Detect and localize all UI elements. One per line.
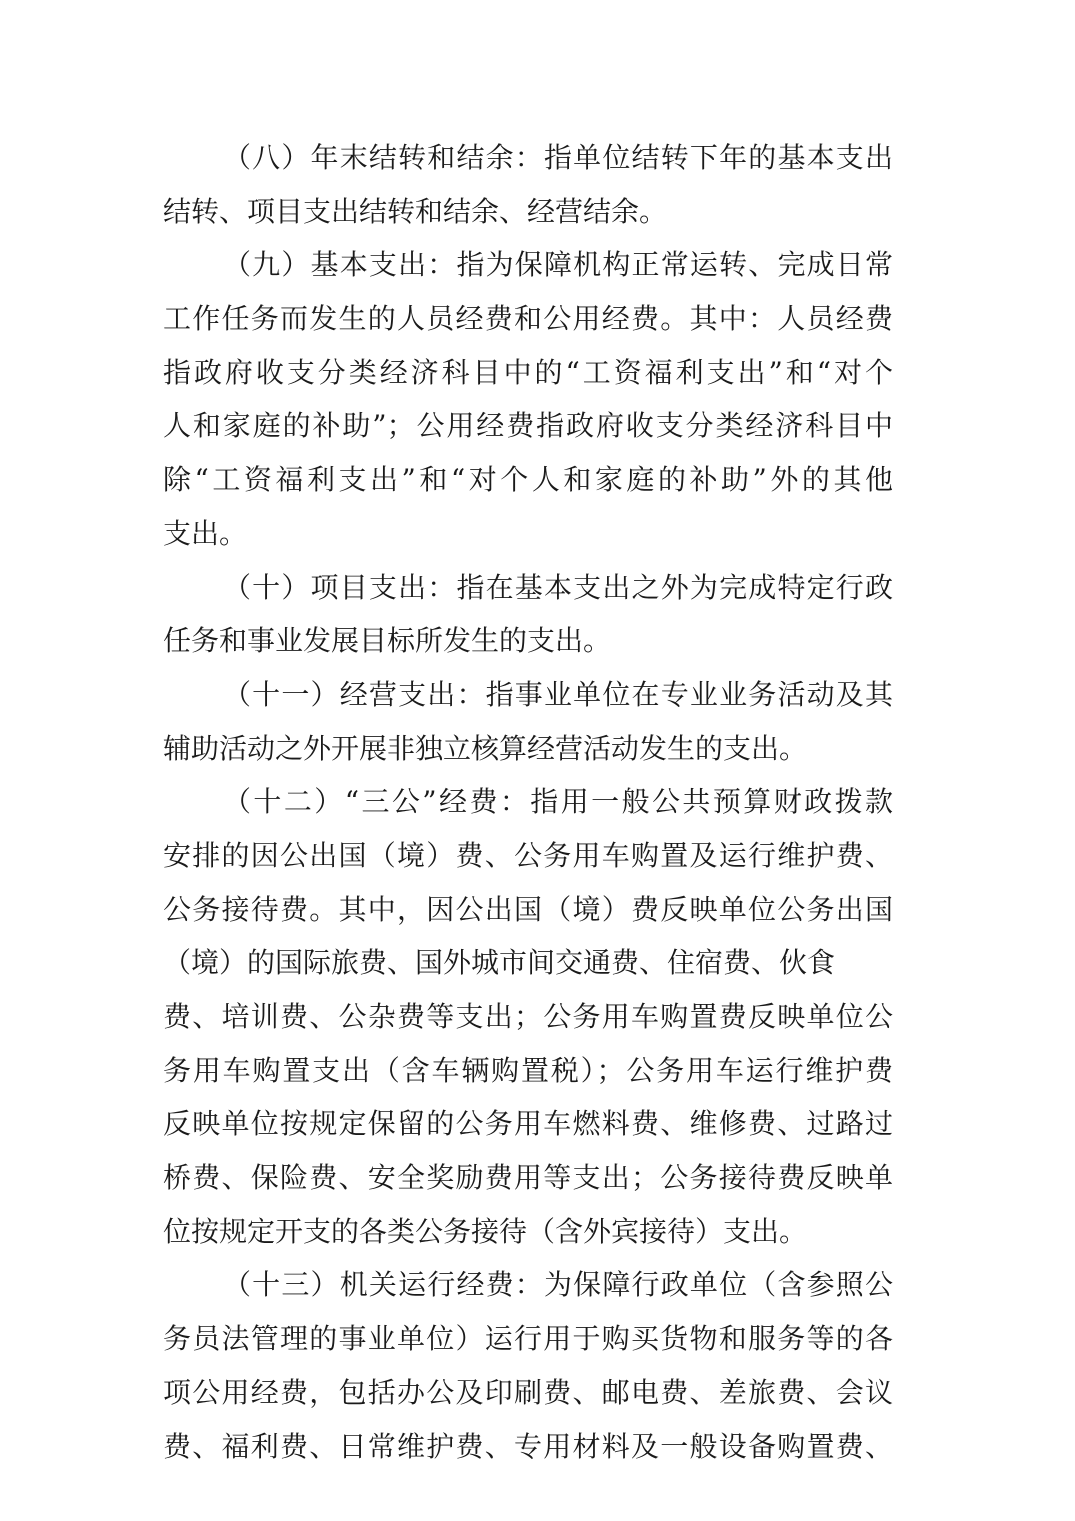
paragraph-line: 项公用经费，包括办公及印刷费、邮电费、差旅费、会议 xyxy=(163,1375,893,1409)
paragraph-line: 位按规定开支的各类公务接待（含外宾接待）支出。 xyxy=(163,1214,808,1248)
paragraph-line: 务员法管理的事业单位）运行用于购买货物和服务等的各 xyxy=(163,1322,893,1356)
paragraph-line: 公务接待费。其中，因公出国（境）费反映单位公务出国 xyxy=(163,892,893,926)
paragraph-line: （十三）机关运行经费：为保障行政单位（含参照公 xyxy=(223,1268,893,1302)
paragraph-line: （十二）“三公”经费：指用一般公共预算财政拨款 xyxy=(223,785,893,819)
paragraph-line: 务用车购置支出（含车辆购置税）；公务用车运行维护费 xyxy=(163,1053,893,1087)
paragraph-item-10 xyxy=(163,561,893,668)
paragraph-line: （境）的国际旅费、国外城市间交通费、住宿费、伙食 xyxy=(163,946,836,980)
paragraph-line: 支出。 xyxy=(163,516,248,550)
paragraph-line: 结转、项目支出结转和结余、经营结余。 xyxy=(163,194,668,228)
paragraph-item-9 xyxy=(163,238,893,560)
paragraph-line: 指政府收支分类经济科目中的“工资福利支出”和“对个 xyxy=(163,355,893,389)
paragraph-line: 桥费、保险费、安全奖励费用等支出；公务接待费反映单 xyxy=(163,1161,893,1195)
paragraph-line: 除“工资福利支出”和“对个人和家庭的补助”外的其他 xyxy=(163,463,893,497)
paragraph-item-13 xyxy=(163,1258,893,1473)
paragraph-line: 工作任务而发生的人员经费和公用经费。其中：人员经费 xyxy=(163,302,893,336)
paragraph-line: 反映单位按规定保留的公务用车燃料费、维修费、过路过 xyxy=(163,1107,893,1141)
document-body xyxy=(163,131,893,1473)
paragraph-line: （九）基本支出：指为保障机构正常运转、完成日常 xyxy=(223,248,893,282)
paragraph-item-11 xyxy=(163,668,893,775)
paragraph-line: 辅助活动之外开展非独立核算经营活动发生的支出。 xyxy=(163,731,808,765)
paragraph-line: 安排的因公出国（境）费、公务用车购置及运行维护费、 xyxy=(163,838,893,872)
paragraph-line: 费、福利费、日常维护费、专用材料及一般设备购置费、 xyxy=(163,1429,893,1463)
paragraph-line: （八）年末结转和结余：指单位结转下年的基本支出 xyxy=(223,141,893,174)
paragraph-line: 费、培训费、公杂费等支出；公务用车购置费反映单位公 xyxy=(163,1000,893,1033)
paragraph-line: （十一）经营支出：指事业单位在专业业务活动及其 xyxy=(223,677,893,711)
paragraph-line: 人和家庭的补助”；公用经费指政府收支分类经济科目中 xyxy=(163,409,893,443)
paragraph-item-8 xyxy=(163,131,893,238)
paragraph-line: 任务和事业发展目标所发生的支出。 xyxy=(163,624,612,658)
paragraph-item-12 xyxy=(163,775,893,1258)
paragraph-line: （十）项目支出：指在基本支出之外为完成特定行政 xyxy=(223,570,893,604)
